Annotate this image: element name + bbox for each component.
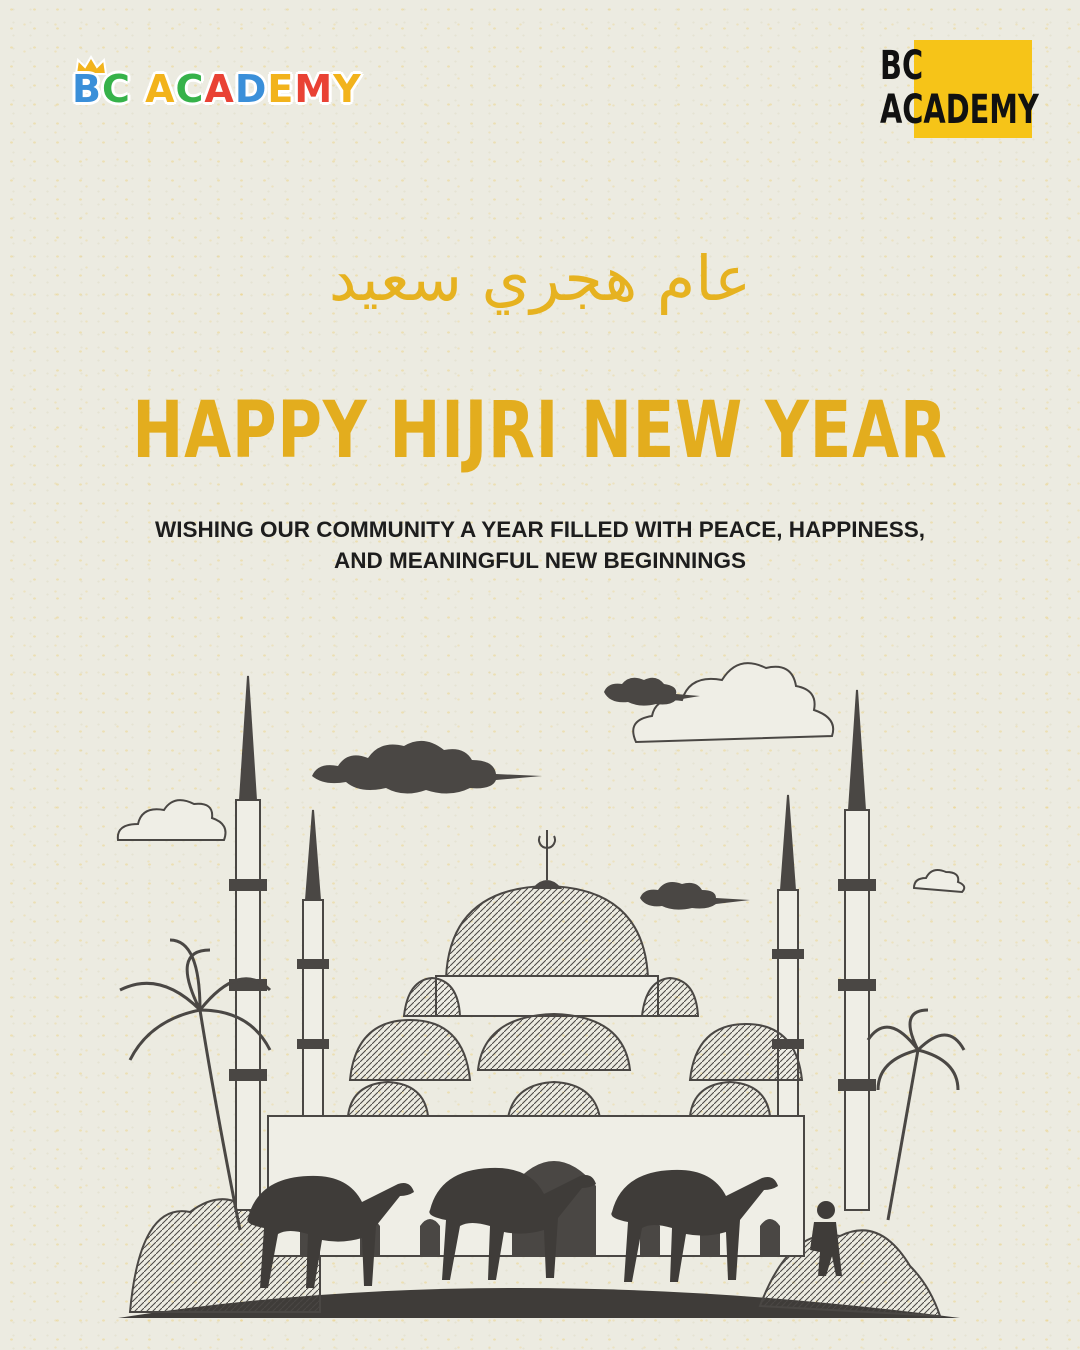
- subtitle-line-2: AND MEANINGFUL NEW BEGINNINGS: [333, 548, 747, 573]
- logo-letter: A: [204, 67, 235, 111]
- mosque-illustration: [0, 640, 1080, 1340]
- logo-letter: [131, 70, 145, 108]
- logo-letter: C: [175, 67, 205, 111]
- dome-lower-left: [350, 1020, 470, 1080]
- logo-letter: A: [145, 67, 176, 111]
- logo-block-text: BC ACADEMY: [880, 43, 1039, 133]
- dome-front-center: [508, 1082, 600, 1118]
- logo-wordmark: [72, 67, 362, 111]
- cloud-outline-left: [118, 800, 226, 840]
- subtitle-line-1: WISHING OUR COMMUNITY A YEAR FILLED WITH PEACE, HAPPINESS,: [154, 517, 926, 542]
- main-dome: [436, 830, 658, 1016]
- bc-academy-logo-colorful: [72, 56, 372, 126]
- logo-letter: B: [72, 67, 102, 111]
- dome-small-right: [690, 1082, 770, 1116]
- logo-letter: D: [234, 67, 268, 111]
- bc-academy-logo-block: [880, 40, 1039, 138]
- cloud-dark-right: [640, 882, 750, 910]
- minaret-far-left: [230, 676, 266, 1210]
- dome-small-left: [348, 1082, 428, 1116]
- logo-letter: C: [101, 67, 131, 111]
- arabic-greeting: عام هجري سعيد: [328, 242, 752, 315]
- logo-letter: M: [294, 67, 334, 111]
- logo-letter: E: [267, 67, 295, 111]
- cloud-dark-center: [312, 741, 542, 794]
- minaret-far-right: [839, 690, 875, 1210]
- cloud-outline-small-right: [914, 870, 964, 892]
- logo-letter: Y: [333, 67, 362, 111]
- dome-mid: [478, 1014, 630, 1070]
- headline: HAPPY HIJRI NEW YEAR: [132, 386, 948, 476]
- subtitle: [0, 514, 1080, 576]
- palm-tree-right: [868, 1010, 964, 1220]
